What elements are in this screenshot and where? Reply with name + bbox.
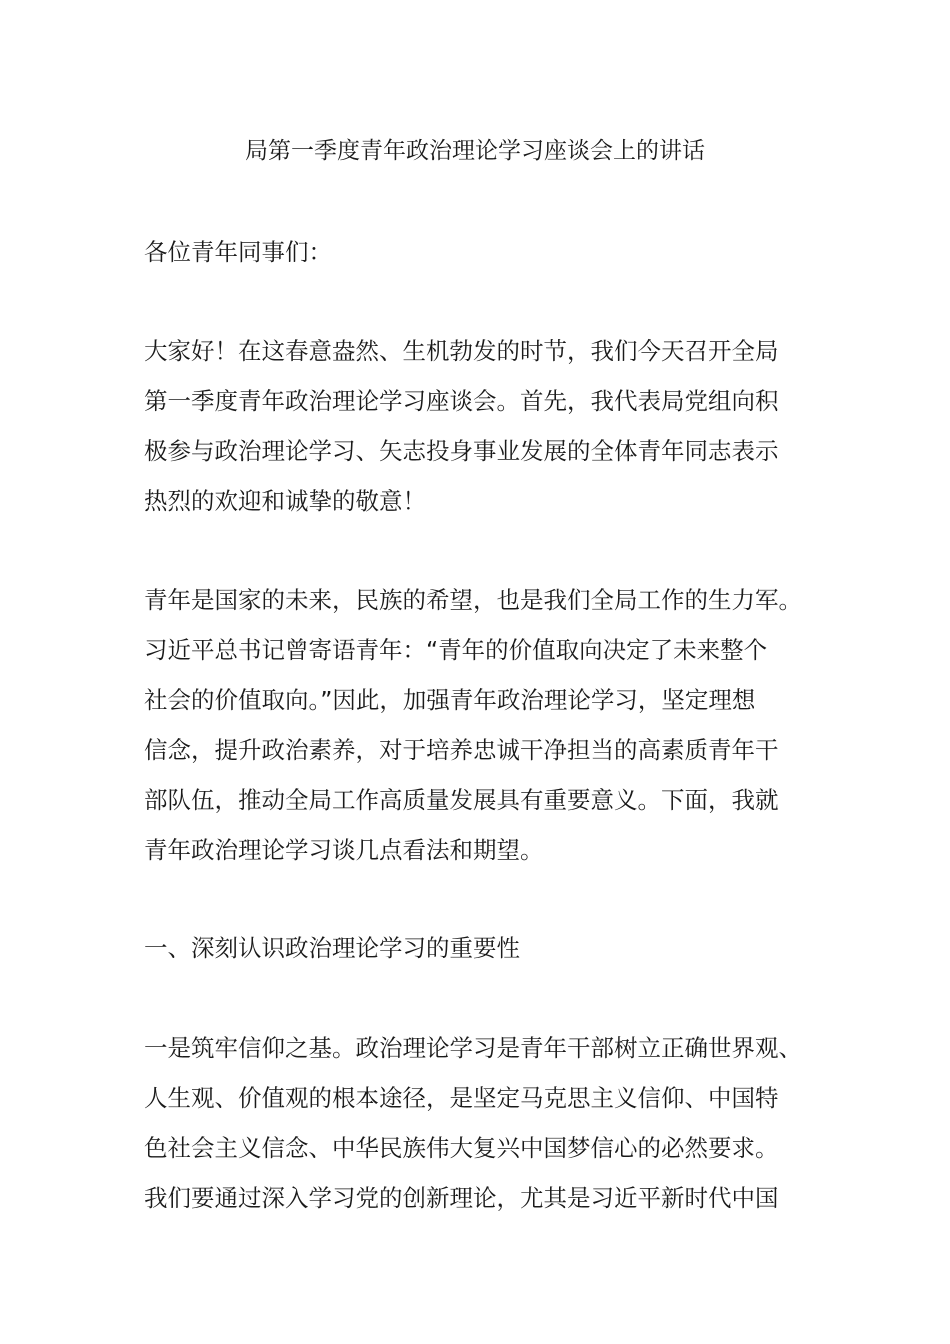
paragraph-point-one [144,1023,824,1223]
text-line: 一、深刻认识政治理论学习的重要性 [144,934,520,962]
text-line: 各位青年同事们： [144,238,332,266]
text-line: 我们要通过深入学习党的创新理论，尤其是习近平新时代中国 [144,1184,779,1212]
paragraph-opening [144,326,824,526]
text-line: 一是筑牢信仰之基。政治理论学习是青年干部树立正确世界观、 [144,1034,802,1062]
document-title: 局第一季度青年政治理论学习座谈会上的讲话 [245,138,705,164]
text-line: 习近平总书记曾寄语青年：“青年的价值取向决定了未来整个 [144,636,768,664]
text-line: 青年政治理论学习谈几点看法和期望。 [144,836,544,864]
salutation [144,227,824,277]
text-line: 热烈的欢迎和诚挚的敬意！ [144,487,426,515]
paragraph-youth [144,575,824,875]
text-line: 第一季度青年政治理论学习座谈会。首先，我代表局党组向积 [144,387,779,415]
text-line: 信念，提升政治素养，对于培养忠诚干净担当的高素质青年干 [144,736,779,764]
text-line: 社会的价值取向。”因此，加强青年政治理论学习，坚定理想 [144,686,756,714]
text-line: 青年是国家的未来，民族的希望，也是我们全局工作的生力军。 [144,586,802,614]
text-line: 部队伍，推动全局工作高质量发展具有重要意义。下面，我就 [144,786,779,814]
text-line: 大家好！在这春意盎然、生机勃发的时节，我们今天召开全局 [144,337,779,365]
text-line: 人生观、价值观的根本途径，是坚定马克思主义信仰、中国特 [144,1084,779,1112]
section-heading [144,923,824,973]
text-line: 色社会主义信念、中华民族伟大复兴中国梦信心的必然要求。 [144,1134,779,1162]
text-line: 极参与政治理论学习、矢志投身事业发展的全体青年同志表示 [144,437,779,465]
